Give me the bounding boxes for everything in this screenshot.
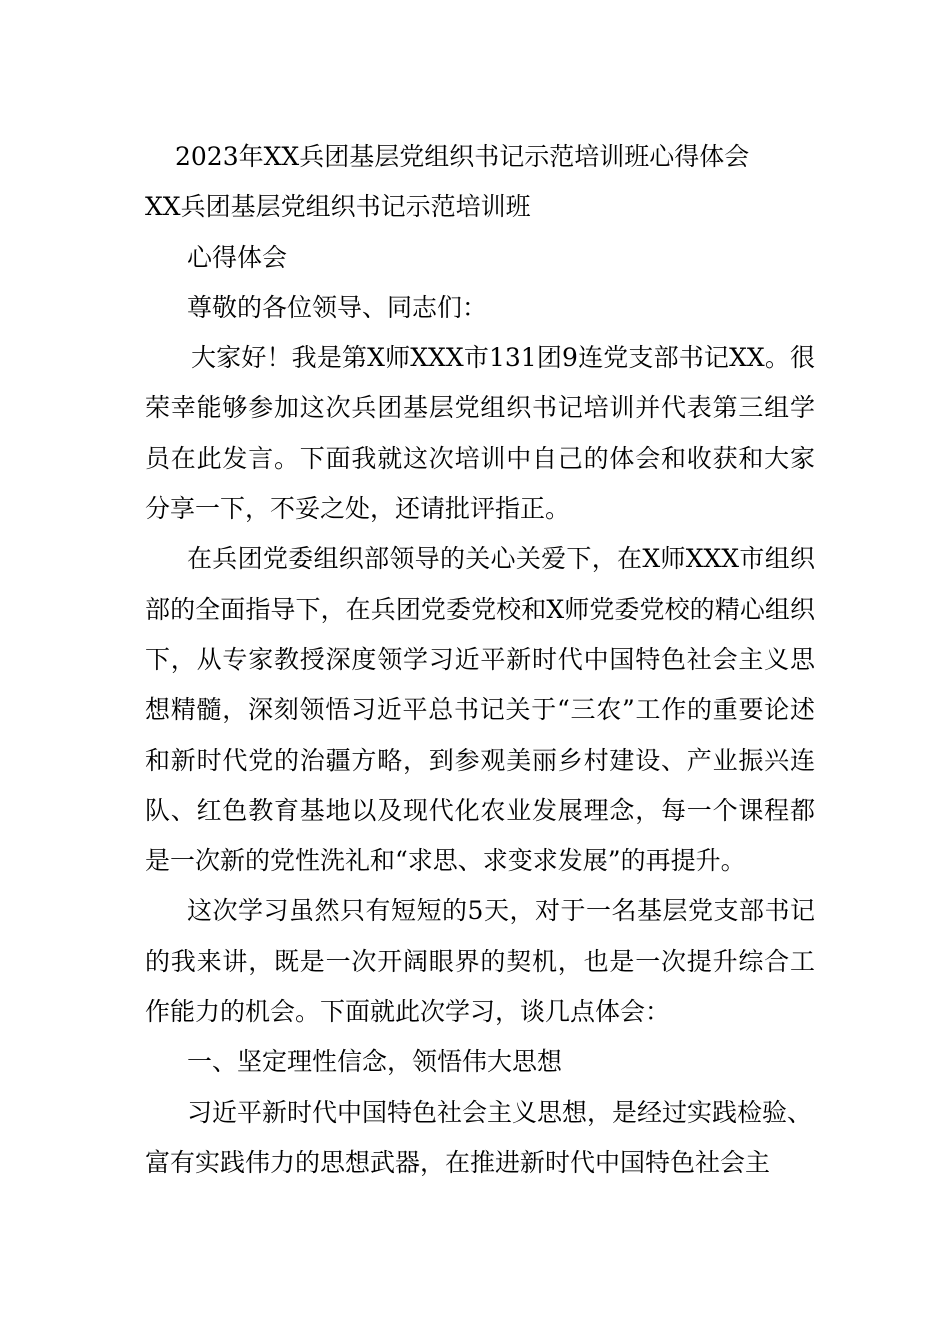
paragraph-last-line-1: 习近平新时代中国特色社会主义思想，是经过实践检验、 [187,1097,813,1127]
paragraph-summary: 这次学习虽然只有短短的5天，对于一名基层党支部书记的我来讲，既是一次开阔眼界的契机，也是一次提升综合工作能力的机会。下面就此次学习，谈几点体会： [145,896,815,1027]
document-title: 2023年XX兵团基层党组织书记示范培训班心得体会 [175,142,750,171]
salutation: 尊敬的各位领导、同志们： [187,292,488,322]
document-body [145,132,815,1188]
document-label: 心得体会 [187,242,288,272]
paragraph-last-line-2: 富有实践伟力的思想武器，在推进新时代中国特色社会主 [145,1147,771,1177]
paragraph-greeting: 大家好！我是第X师XXX市131团9连党支部书记XX。很荣幸能够参加这次兵团基层党组织书记培训并代表第三组学员在此发言。下面我就这次培训中自己的体会和收获和大家分享一下，不妥之处，还请批评指正。 [145,343,815,524]
paragraph-background: 在兵团党委组织部领导的关心关爱下，在X师XXX市组织部的全面指导下，在兵团党委党校和X师党委党校的精心组织下，从专家教授深度领学习近平新时代中国特色社会主义思想精髓，深刻领悟习近平总书记关于“三农”工作的重要论述和新时代党的治疆方略，到参观美丽乡村建设、产业振兴连队、红色教育基地以及现代化农业发展理念，每一个课程都是一次新的党性洗礼和“求思、求变求发展”的再提升。 [145,544,815,876]
section-heading: 一、坚定理性信念，领悟伟大思想 [187,1047,563,1077]
document-subtitle: XX兵团基层党组织书记示范培训班 [145,192,531,222]
